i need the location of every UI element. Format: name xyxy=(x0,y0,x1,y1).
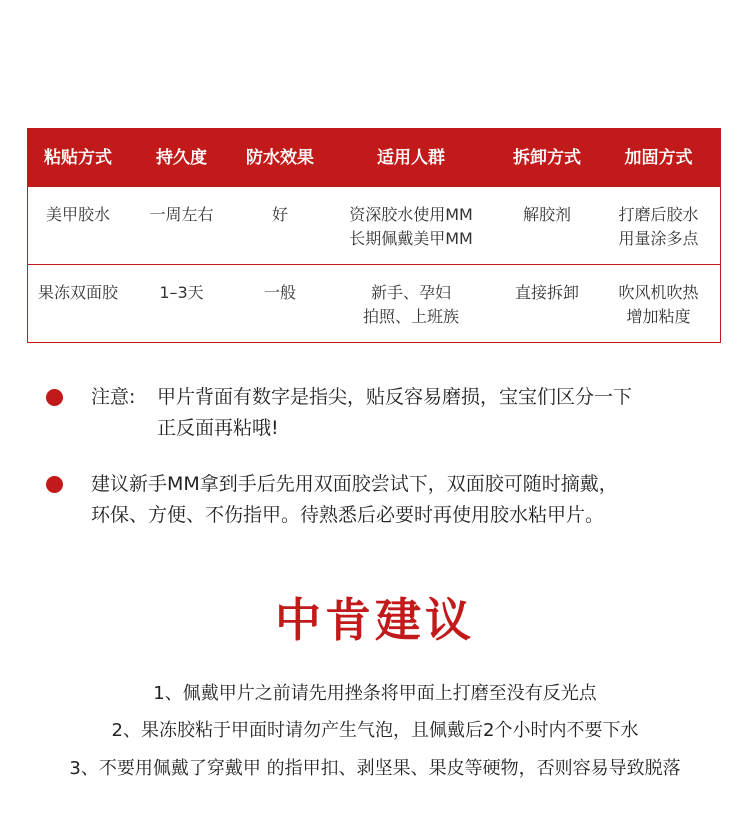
reinforce-cell xyxy=(597,265,720,342)
reinforce-cell xyxy=(597,187,720,264)
section-title: 中肯建议 xyxy=(275,593,475,647)
audience-cell xyxy=(325,187,497,264)
audience-line: 拍照、上班族 xyxy=(362,307,459,326)
method-cell: 果冻双面胶 xyxy=(37,283,118,302)
note-text xyxy=(157,382,717,444)
bullet-dot-icon xyxy=(46,476,63,493)
bullet-dot-icon xyxy=(46,389,63,406)
table-row xyxy=(28,187,720,264)
reinforce-line: 增加粘度 xyxy=(626,307,691,326)
note-line: 环保、方便、不伤指甲。待熟悉后必要时再使用胶水粘甲片。 xyxy=(91,504,605,526)
header-cell: 拆卸方式 xyxy=(513,148,581,168)
note-line: 甲片背面有数字是指尖，贴反容易磨损，宝宝们区分一下 xyxy=(157,386,633,408)
duration-cell: 一周左右 xyxy=(149,205,214,224)
table-row xyxy=(28,264,720,342)
removal-cell: 解胶剂 xyxy=(522,205,571,224)
note-text xyxy=(91,469,721,531)
audience-line: 资深胶水使用MM xyxy=(349,205,473,224)
tip-line: 1、佩戴甲片之前请先用挫条将甲面上打磨至没有反光点 xyxy=(153,683,597,704)
comparison-table xyxy=(27,128,721,343)
header-cell: 粘贴方式 xyxy=(44,148,112,168)
audience-line: 长期佩戴美甲MM xyxy=(349,229,473,248)
tip-line: 2、果冻胶粘于甲面时请勿产生气泡，且佩戴后2个小时内不要下水 xyxy=(111,720,639,741)
waterproof-cell: 一般 xyxy=(263,283,296,302)
note-line: 正反面再粘哦! xyxy=(157,417,279,439)
tip-line: 3、不要用佩戴了穿戴甲 的指甲扣、剥坚果、果皮等硬物，否则容易导致脱落 xyxy=(69,758,681,779)
table-header xyxy=(28,129,720,187)
audience-line: 新手、孕妇 xyxy=(370,283,451,302)
method-cell: 美甲胶水 xyxy=(45,205,110,224)
duration-cell: 1–3天 xyxy=(159,283,204,302)
header-cell: 防水效果 xyxy=(246,148,314,168)
audience-cell xyxy=(325,265,497,342)
reinforce-line: 打磨后胶水 xyxy=(618,205,699,224)
header-cell: 加固方式 xyxy=(624,148,693,168)
note-line: 建议新手MM拿到手后先用双面胶尝试下，双面胶可随时摘戴， xyxy=(91,473,618,495)
waterproof-cell: 好 xyxy=(271,205,288,224)
note-label: 注意: xyxy=(91,386,136,408)
reinforce-line: 用量涂多点 xyxy=(618,229,699,248)
header-cell: 持久度 xyxy=(156,148,207,168)
reinforce-line: 吹风机吹热 xyxy=(618,283,699,302)
header-cell: 适用人群 xyxy=(377,148,445,168)
removal-cell: 直接拆卸 xyxy=(514,283,579,302)
